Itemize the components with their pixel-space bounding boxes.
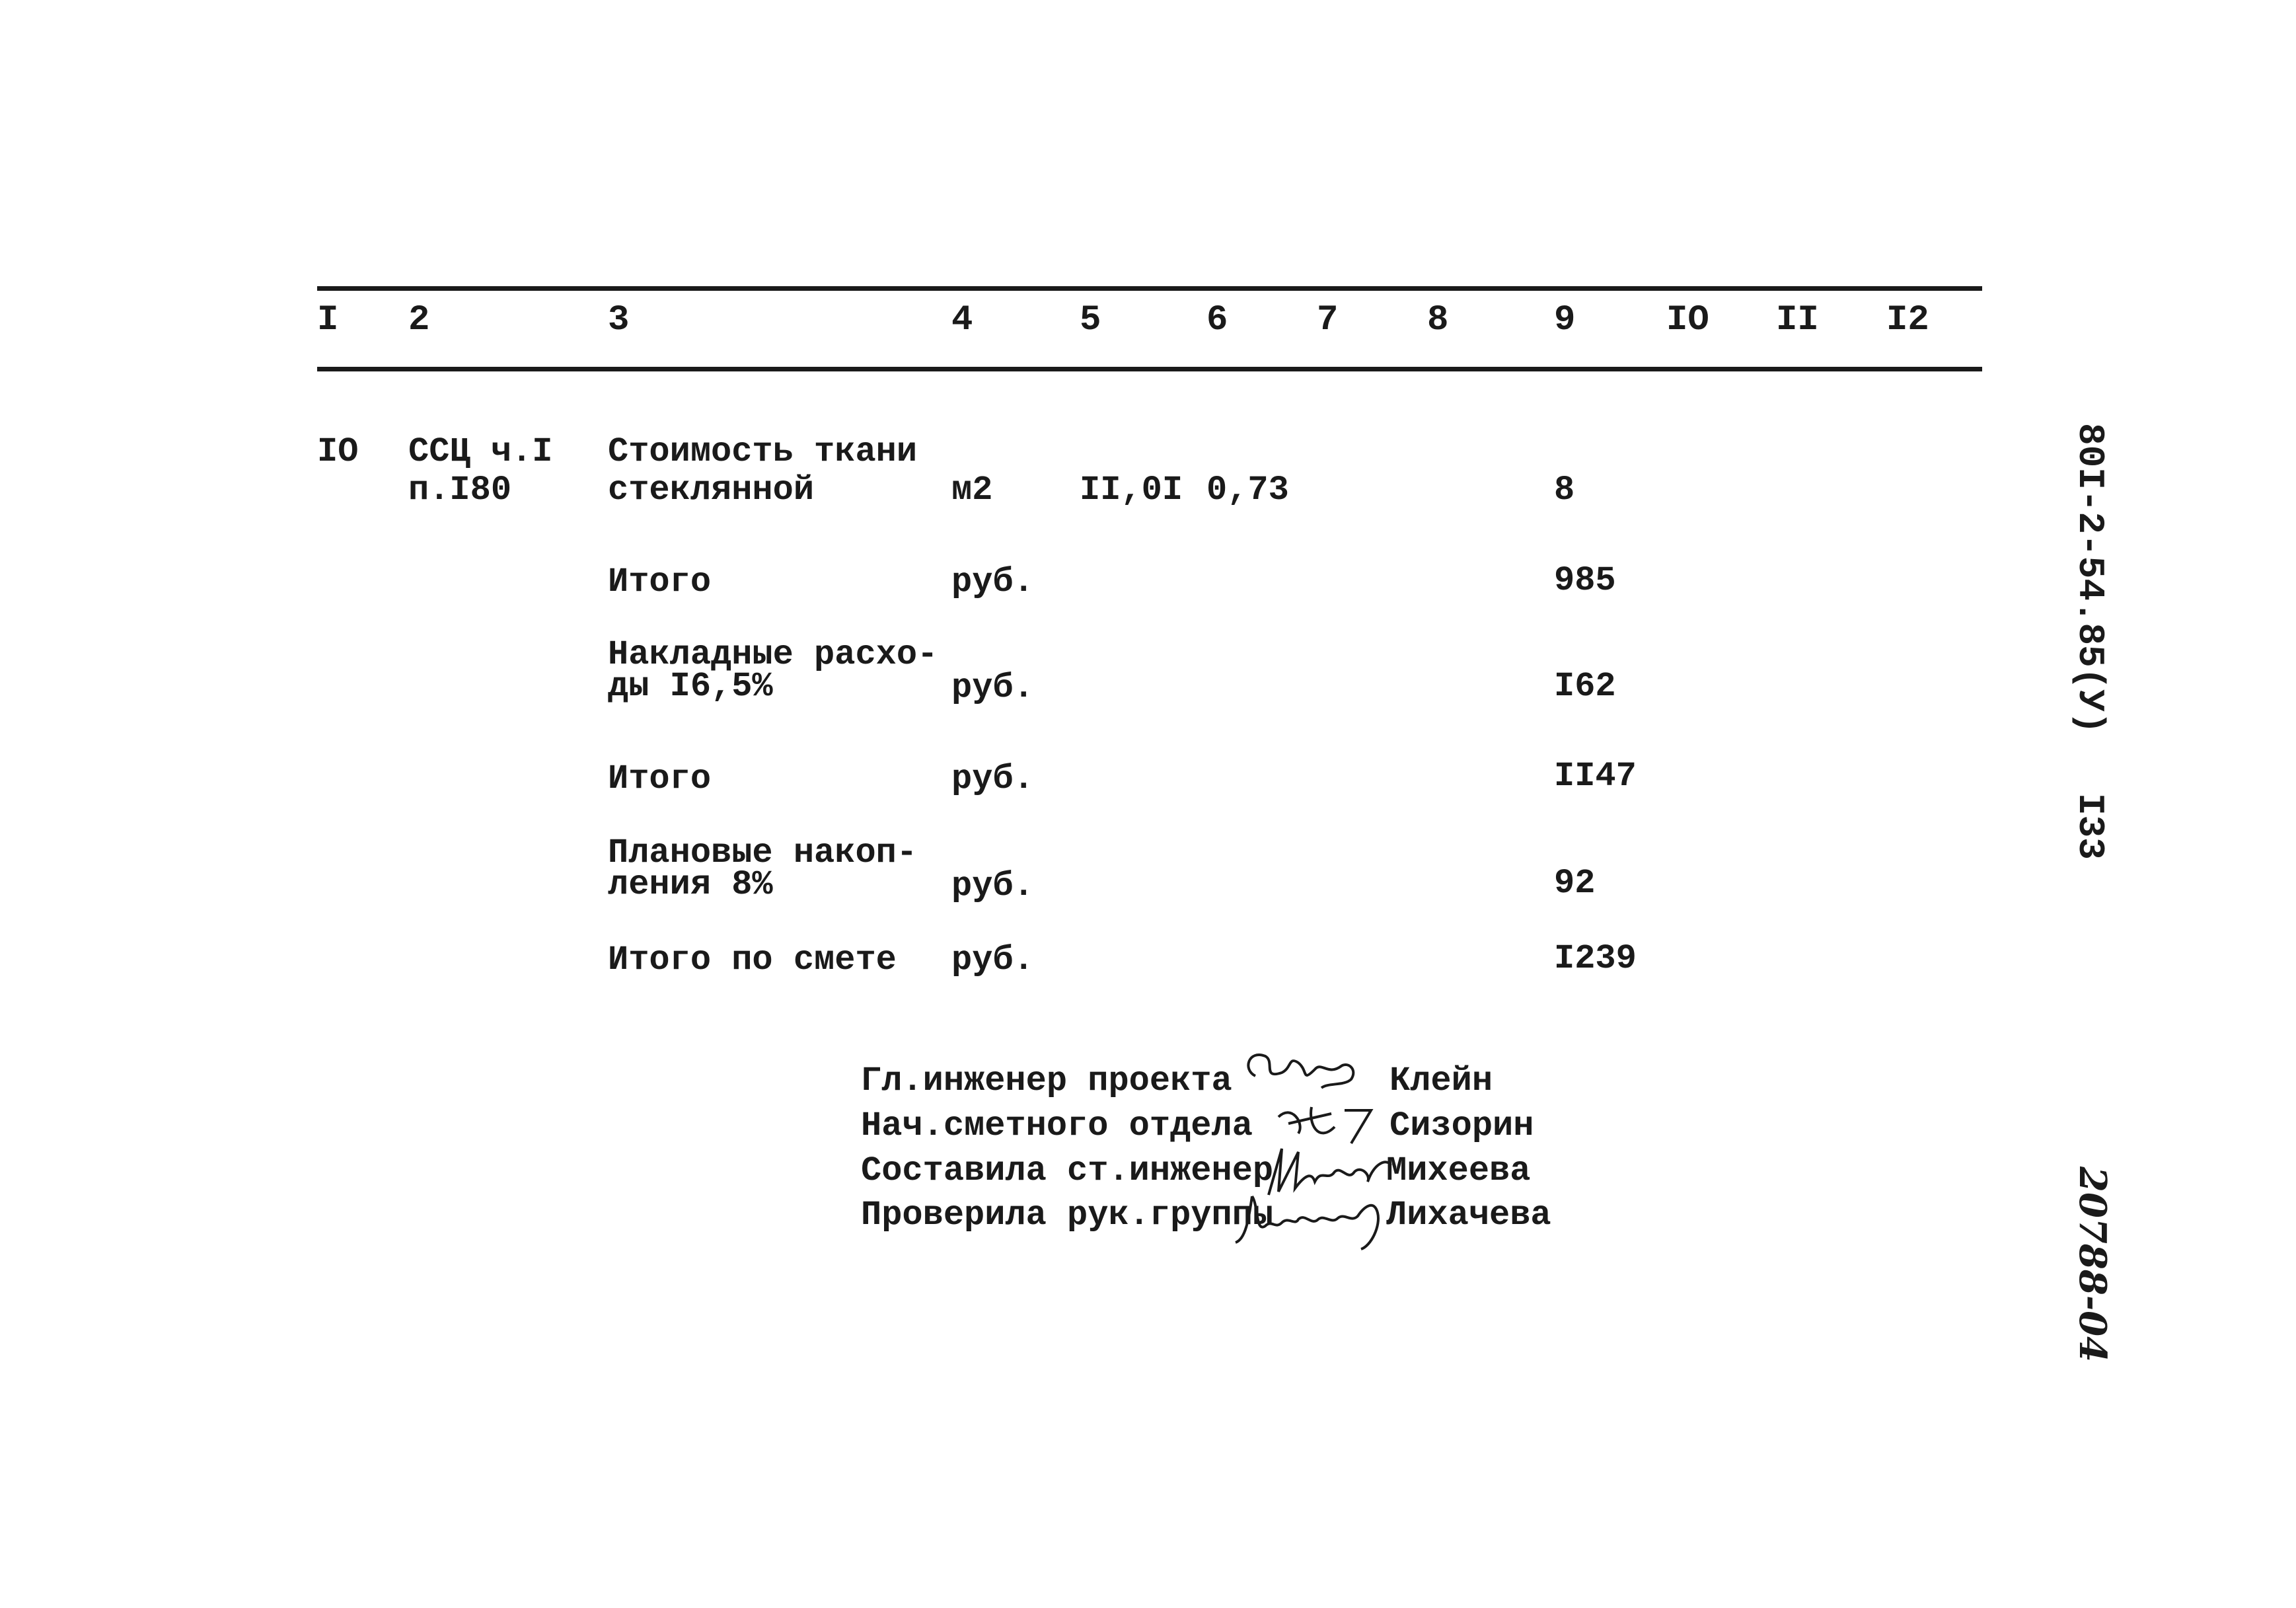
row2-unit: руб. (951, 562, 1034, 601)
sign-name-3: Михеева (1386, 1151, 1531, 1190)
header-col-5: 5 (1080, 300, 1101, 340)
doc-code: 80I-2-54.85(У) (2069, 423, 2111, 734)
row1-price: 0,73 (1206, 471, 1289, 510)
header-col-6: 6 (1206, 300, 1228, 340)
row5-unit: руб. (951, 866, 1034, 905)
row1-desc-line2: стеклянной (608, 471, 815, 510)
row3-total: I62 (1554, 667, 1616, 706)
row4-desc: Итого (608, 759, 712, 798)
header-col-2: 2 (408, 300, 430, 340)
header-col-8: 8 (1427, 300, 1449, 340)
sign-name-4: Лихачева (1386, 1196, 1551, 1235)
header-col-10: IO (1666, 300, 1709, 340)
row6-desc: Итого по смете (608, 940, 897, 979)
header-col-12: I2 (1886, 300, 1929, 340)
header-bottom-rule (317, 367, 1982, 371)
page-number: I33 (2069, 793, 2111, 860)
row1-total: 8 (1554, 471, 1575, 510)
sign-name-2: Сизорин (1389, 1106, 1534, 1145)
row1-number: IO (317, 432, 359, 471)
header-col-4: 4 (951, 300, 973, 340)
row3-desc-line2: ды I6,5% (608, 667, 773, 706)
sign-role-1: Гл.инженер проекта (861, 1061, 1232, 1100)
header-col-1: I (317, 300, 339, 340)
sign-role-2: Нач.сметного отдела (861, 1106, 1253, 1145)
row5-total: 92 (1554, 864, 1596, 903)
row1-ref-line1: ССЦ ч.I (408, 432, 553, 471)
row5-desc-line2: ления 8% (608, 865, 773, 904)
row3-unit: руб. (951, 668, 1034, 707)
sign-role-4: Проверила рук.группы (861, 1196, 1274, 1235)
row1-quantity: II,0I (1080, 471, 1183, 510)
row3-desc-line1: Накладные расхо- (608, 635, 938, 674)
row2-desc: Итого (608, 562, 712, 601)
row6-total: I239 (1554, 939, 1637, 978)
inventory-number: 20788-04 (2071, 1167, 2114, 1362)
header-top-rule (317, 286, 1982, 291)
row6-unit: руб. (951, 940, 1034, 979)
row2-total: 985 (1554, 561, 1616, 600)
row5-desc-line1: Плановые накоп- (608, 833, 918, 872)
sign-name-1: Клейн (1389, 1061, 1493, 1100)
header-col-9: 9 (1554, 300, 1576, 340)
signature-klein (1236, 1043, 1368, 1096)
row1-unit: м2 (951, 471, 993, 510)
header-col-3: 3 (608, 300, 630, 340)
header-col-7: 7 (1317, 300, 1339, 340)
sign-role-3: Составила ст.инженер (861, 1151, 1274, 1190)
row1-desc-line1: Стоимость ткани (608, 432, 918, 471)
row1-ref-line2: п.I80 (408, 471, 512, 510)
row4-unit: руб. (951, 759, 1034, 798)
signature-likhacheva (1232, 1186, 1391, 1252)
row4-total: II47 (1554, 757, 1637, 796)
header-col-11: II (1776, 300, 1819, 340)
